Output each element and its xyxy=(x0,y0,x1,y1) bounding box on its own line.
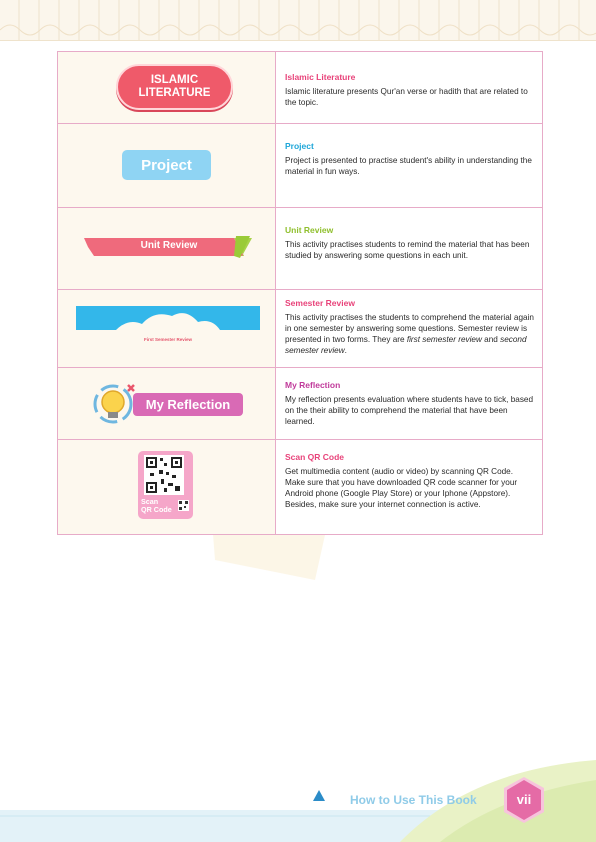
feature-title: Unit Review xyxy=(285,225,334,235)
feature-description xyxy=(285,312,534,356)
feature-title: Islamic Literature xyxy=(285,72,356,82)
text-cell xyxy=(276,208,543,290)
feature-title: Scan QR Code xyxy=(285,452,345,462)
project-badge xyxy=(122,150,211,180)
guide-row-semester-review xyxy=(58,290,543,368)
icon-cell xyxy=(58,440,276,535)
desc-emphasis: second semester review xyxy=(285,335,527,355)
cloud-banner-icon xyxy=(76,306,260,350)
guide-row-project xyxy=(58,124,543,208)
text-cell xyxy=(276,368,543,440)
badge-label: Unit Review xyxy=(140,240,198,251)
feature-description: Get multimedia content (audio or video) by scanning QR Code. Make sure that you have downloaded QR code scanner for your Android phone (Google Play Store) or your Iphone (Appstore). Besides, make sure your internet connection is active. xyxy=(285,467,518,509)
page-number: vii xyxy=(516,792,532,807)
desc-text: . xyxy=(344,346,347,355)
top-decorative-border xyxy=(0,0,596,41)
mini-qr-icon xyxy=(178,500,189,511)
text-cell xyxy=(276,124,543,208)
icon-cell xyxy=(58,52,276,124)
text-cell xyxy=(276,440,543,535)
triangle-marker-icon xyxy=(313,790,325,801)
text-cell xyxy=(276,52,543,124)
badge-label: Project xyxy=(141,156,192,174)
feature-description: My reflection presents evaluation where students have to tick, based on the their ability to comprehend the material that have been learned. xyxy=(285,395,534,426)
lightbulb-gear-icon xyxy=(88,379,138,429)
footer-title: How to Use This Book xyxy=(350,793,477,807)
badge-label: First Semester Review xyxy=(143,337,193,342)
qr-code-icon xyxy=(144,455,184,495)
feature-title: Semester Review xyxy=(285,298,355,308)
feature-description: Islamic literature presents Qur'an verse or hadith that are related to the topic. xyxy=(285,87,528,107)
my-reflection-badge xyxy=(88,379,248,429)
guide-table xyxy=(57,51,543,535)
icon-cell xyxy=(58,368,276,440)
desc-text: This activity practises the students to comprehend the material again in one semester by answering some questions. Semester review is presented in two forms. They are xyxy=(285,313,534,344)
scan-qr-code-badge xyxy=(138,451,193,519)
feature-description: This activity practises students to remind the material that has been studied by answering some questions in each unit. xyxy=(285,240,530,260)
guide-row-unit-review xyxy=(58,208,543,290)
feature-description: Project is presented to practise student's ability in understanding the material in fun ways. xyxy=(285,156,532,176)
guide-row-scan-qr-code xyxy=(58,440,543,535)
text-cell xyxy=(276,290,543,368)
badge-label: Scan QR Code xyxy=(141,497,172,514)
badge-label: ISLAMIC LITERATURE xyxy=(138,74,211,99)
feature-title: My Reflection xyxy=(285,380,341,390)
guide-row-my-reflection xyxy=(58,368,543,440)
badge-label: My Reflection xyxy=(133,393,243,416)
unit-review-badge xyxy=(84,236,252,258)
icon-cell xyxy=(58,124,276,208)
islamic-literature-badge xyxy=(116,64,233,110)
desc-emphasis: first semester review xyxy=(406,335,482,344)
desc-text: and xyxy=(481,335,501,344)
icon-cell xyxy=(58,290,276,368)
guide-row-islamic-literature xyxy=(58,52,543,124)
semester-review-badge xyxy=(76,306,260,350)
feature-title: Project xyxy=(285,141,314,151)
icon-cell xyxy=(58,208,276,290)
